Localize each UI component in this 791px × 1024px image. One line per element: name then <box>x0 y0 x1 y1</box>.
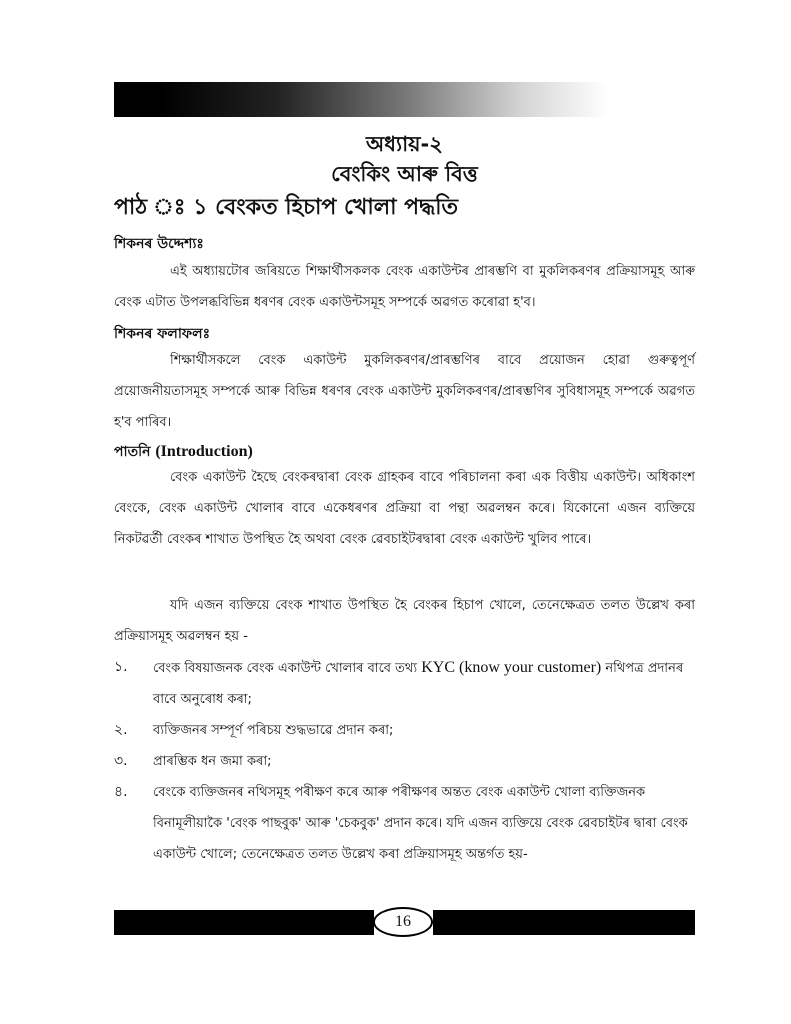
list-item-number: ৩. <box>114 753 128 769</box>
list-item-text: বেংক বিষয়াজনক বেংক একাউন্ট খোলাৰ বাবে তথ্য <box>153 661 418 676</box>
lesson-title: পাঠ ঃ ১ বেংকত হিচাপ খোলা পদ্ধতি <box>114 195 459 220</box>
objectives-paragraph <box>114 256 695 318</box>
footer-bar-left <box>114 910 374 935</box>
introduction-paragraph-2 <box>114 590 695 652</box>
chapter-label: অধ্যায়-২ <box>366 132 443 156</box>
introduction-heading <box>114 440 253 464</box>
page-number: 16 <box>373 907 433 937</box>
introduction-text-2: যদি এজন ব্যক্তিয়ে বেংক শাখাত উপস্থিত হৈ বেংকৰ হিচাপ খোলে, তেনেক্ষেত্ৰত তলত উল্লেখ কৰা প্ৰক্ৰিয়াসমূহ অৱলম্বন হয় - <box>114 598 695 644</box>
list-item-latin-text: KYC (know your customer) <box>421 659 602 676</box>
subject-title: বেংকিং আৰু বিত্ত <box>331 162 478 186</box>
objectives-text: এই অধ্যায়টোৰ জৰিয়তে শিক্ষাৰ্থীসকলক বেংক একাউন্টৰ প্ৰাৰম্ভণি বা মুকলিকৰণৰ প্ৰক্ৰিয়াসমূহ আৰু বেংক এটাত উপলব্ধবিভিন্ন ধৰণৰ বেংক একাউন্টসমূহ সম্পৰ্কে অৱগত কৰোৱা হ'ব। <box>114 264 695 310</box>
list-item-number: ১. <box>114 659 128 675</box>
list-item <box>114 777 695 870</box>
list-item-number: ২. <box>114 722 128 738</box>
introduction-paragraph-1 <box>114 462 695 555</box>
list-item-text: প্ৰাৰম্ভিক ধন জমা কৰা; <box>153 754 272 769</box>
list-item-text: নথিপত্ৰ প্ৰদানৰ বাবে অনুৰোধ কৰা; <box>153 661 684 707</box>
list-item-text: ব্যক্তিজনৰ সম্পূৰ্ণ পৰিচয় শুদ্ধভাৱে প্ৰদান কৰা; <box>153 723 394 738</box>
introduction-heading-english: (Introduction) <box>155 443 253 460</box>
list-item <box>114 746 695 777</box>
objectives-heading: শিকনৰ উদ্দেশ্যঃ <box>114 236 204 252</box>
list-item-text: বেংকে ব্যক্তিজনৰ নথিসমূহ পৰীক্ষণ কৰে আৰু পৰীক্ষণৰ অন্তত বেংক একাউন্ট খোলা ব্যক্তিজনক বিনামূলীয়াকৈ 'বেংক পাছবুক' আৰু 'চেকবুক' প্ৰদান কৰে। যদি এজন ব্যক্তিয়ে বেংক ৱেবচাইটৰ দ্বাৰা বেংক একাউন্ট খোলে; তেনেক্ষেত্ৰত তলত উল্লেখ কৰা প্ৰক্ৰিয়াসমূহ অন্তৰ্গত হয়- <box>153 785 688 862</box>
outcomes-paragraph <box>114 345 695 438</box>
steps-list <box>114 652 695 870</box>
introduction-text-1: বেংক একাউন্ট হৈছে বেংকৰদ্বাৰা বেংক গ্ৰাহকৰ বাবে পৰিচালনা কৰা এক বিত্তীয় একাউন্ট। অধিকাংশ বেংকে, বেংক একাউন্ট খোলাৰ বাবে একেধৰণৰ প্ৰক্ৰিয়া বা পন্থা অৱলম্বন কৰে। যিকোনো এজন ব্যক্তিয়ে নিকটৱৰ্তী বেংকৰ শাখাত উপস্থিত হৈ অথবা বেংক ৱেবচাইটৰদ্বাৰা বেংক একাউন্ট খুলিব পাৰে। <box>114 470 695 547</box>
list-item <box>114 652 695 715</box>
list-item <box>114 715 695 746</box>
list-item-number: ৪. <box>114 784 128 800</box>
footer-bar-right <box>433 910 695 935</box>
outcomes-heading: শিকনৰ ফলাফলঃ <box>114 326 211 342</box>
header-gradient-bar <box>114 82 695 117</box>
outcomes-text: শিক্ষাৰ্থীসকলে বেংক একাউন্ট মুকলিকৰণৰ/প্ৰাৰম্ভণিৰ বাবে প্ৰয়োজন হোৱা গুৰুত্বপূৰ্ণ প্ৰয়োজনীয়তাসমূহ সম্পৰ্কে আৰু বিভিন্ন ধৰণৰ বেংক একাউন্ট মুকলিকৰণৰ/প্ৰাৰম্ভণিৰ সুবিধাসমূহ সম্পৰ্কে অৱগত হ'ব পাৰিব। <box>114 353 695 430</box>
introduction-heading-assamese: পাতনি <box>114 444 151 460</box>
